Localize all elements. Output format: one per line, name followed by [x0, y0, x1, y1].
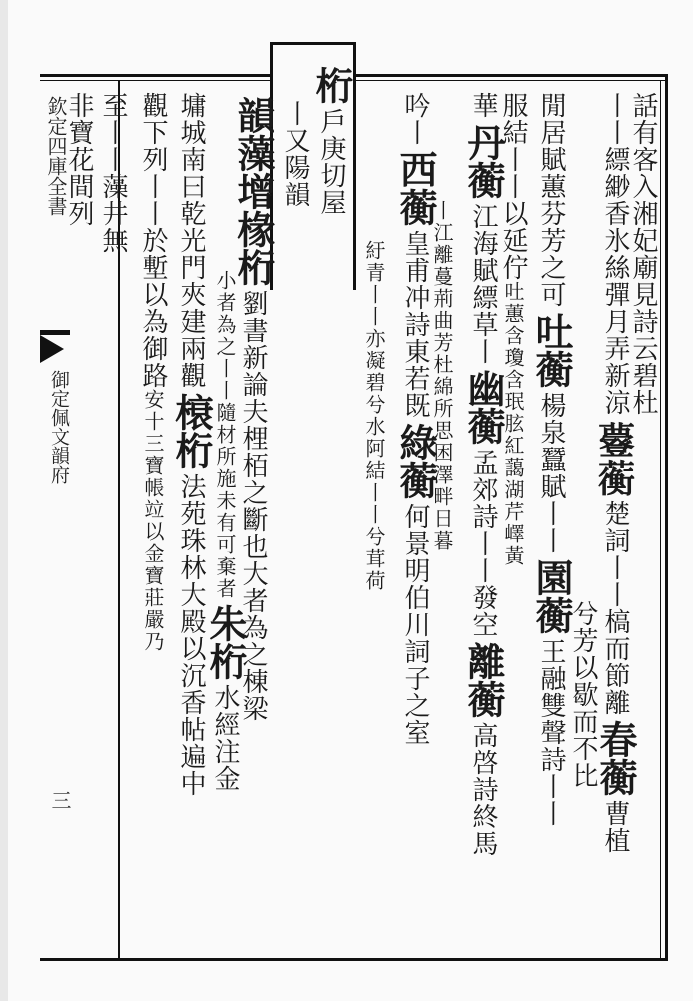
body-text: 有客入湘妃廟見詩云碧杜 — [628, 119, 658, 416]
annotation-text: 困澤畔日暮 — [430, 442, 454, 552]
annotation-text: 吐蕙含瓊含珉 — [501, 281, 525, 413]
frame-right-inner-border — [660, 80, 661, 958]
body-text: 皇甫冲詩東若既 — [400, 230, 430, 419]
entry-headword: 幽蘅 — [461, 369, 506, 445]
body-text: 江海賦縹草丨 — [468, 203, 498, 365]
text-column — [593, 92, 638, 854]
annotation-text: 兮水阿結丨丨兮茸荷 — [362, 394, 386, 592]
body-text: 曹植 — [600, 800, 630, 854]
body-text: 服結丨丨以延佇 — [498, 92, 528, 281]
body-text: 話 — [628, 92, 658, 119]
body-text: 劉書新論夫梩栢之斷也大者為之棟梁 — [238, 290, 268, 722]
body-text: 丨 — [400, 119, 430, 146]
text-column — [529, 92, 574, 827]
entry-headword: 吐蘅 — [529, 312, 574, 388]
entry-headword: 𧄼蘅 — [593, 420, 638, 496]
rhyme-heading-column — [309, 62, 354, 216]
body-text: 戶庚切屋 — [316, 108, 346, 216]
annotation-text: 安十三寶帳竝以金寶莊嚴乃 — [141, 389, 165, 653]
entry-headword: 桁 — [309, 66, 354, 104]
body-text: 高啓詩終馬 — [468, 722, 498, 857]
entry-headword: 西蘅 — [393, 150, 438, 226]
text-column — [461, 92, 506, 857]
text-column — [140, 92, 166, 653]
fish-tail-mark-icon — [40, 335, 64, 363]
body-text: 何景明伯川詞子之室 — [400, 503, 430, 746]
entry-headword: 榱桁 — [169, 393, 214, 469]
text-column — [393, 92, 438, 746]
annotation-text: 胘紅藹湖芹嶧黃 — [501, 413, 525, 567]
entry-headword: 丹蘅 — [461, 123, 506, 199]
body-text: 華 — [468, 92, 498, 119]
body-text: 楊泉蠶賦丨丨 — [536, 392, 566, 554]
body-text: 觀下列丨丨於塹以為御路 — [138, 92, 168, 389]
annotation-text: 丨江離蔓荊 — [430, 200, 454, 310]
body-text: 丨又陽韻 — [280, 100, 310, 208]
body-text: 非寶花間列 — [64, 92, 94, 227]
annotation-text: 小者為之丨丨隨材所施未有可棄者 — [213, 270, 237, 600]
annotation-text: 紆青丨丨亦凝碧 — [362, 240, 386, 394]
frame-bottom-border — [40, 958, 668, 961]
entry-headword: 綠蘅 — [393, 423, 438, 499]
text-column — [432, 200, 452, 552]
annotation-text: 曲芳杜綿所思 — [430, 310, 454, 442]
text-column — [364, 240, 384, 592]
margin-page-number: 三 — [48, 790, 72, 810]
body-text: 王融雙聲詩丨丨 — [536, 638, 566, 827]
scan-edge — [0, 0, 8, 1001]
body-text: 水經注金 — [210, 684, 240, 792]
entry-headword: 離蘅 — [461, 642, 506, 718]
body-text: 法苑珠林大殿以沉香帖遍中 — [176, 473, 206, 797]
frame-right-border — [665, 74, 668, 961]
body-text: 孟郊詩丨丨發空 — [468, 449, 498, 638]
entry-headword: 春蘅 — [593, 720, 638, 796]
margin-book-title: 欽定四庫全書 — [44, 96, 68, 216]
entry-headword: 園蘅 — [529, 558, 574, 634]
body-text: 楚詞丨丨槁而節離 — [600, 500, 630, 716]
text-column — [66, 92, 92, 227]
entry-headword: 韻藻增椽桁 — [231, 96, 276, 286]
body-text: 至丨丨藻井無 — [98, 92, 128, 254]
text-column — [100, 92, 126, 254]
body-text: 兮芳以歇而不比 — [568, 600, 598, 789]
text-column — [203, 270, 248, 792]
rhyme-heading-subcolumn — [282, 100, 308, 208]
body-text: 吟 — [400, 92, 430, 119]
margin-volume-title: 御定佩文韻府 — [48, 370, 70, 484]
body-text: 墉城南曰乾光門夾建兩觀 — [176, 92, 206, 389]
body-text: 閒居賦蕙芬芳之可 — [536, 92, 566, 308]
body-text: 丨丨縹緲香氷絲彈月弄新涼 — [600, 92, 630, 416]
entry-headword: 朱桁 — [203, 604, 248, 680]
text-column — [169, 92, 214, 797]
